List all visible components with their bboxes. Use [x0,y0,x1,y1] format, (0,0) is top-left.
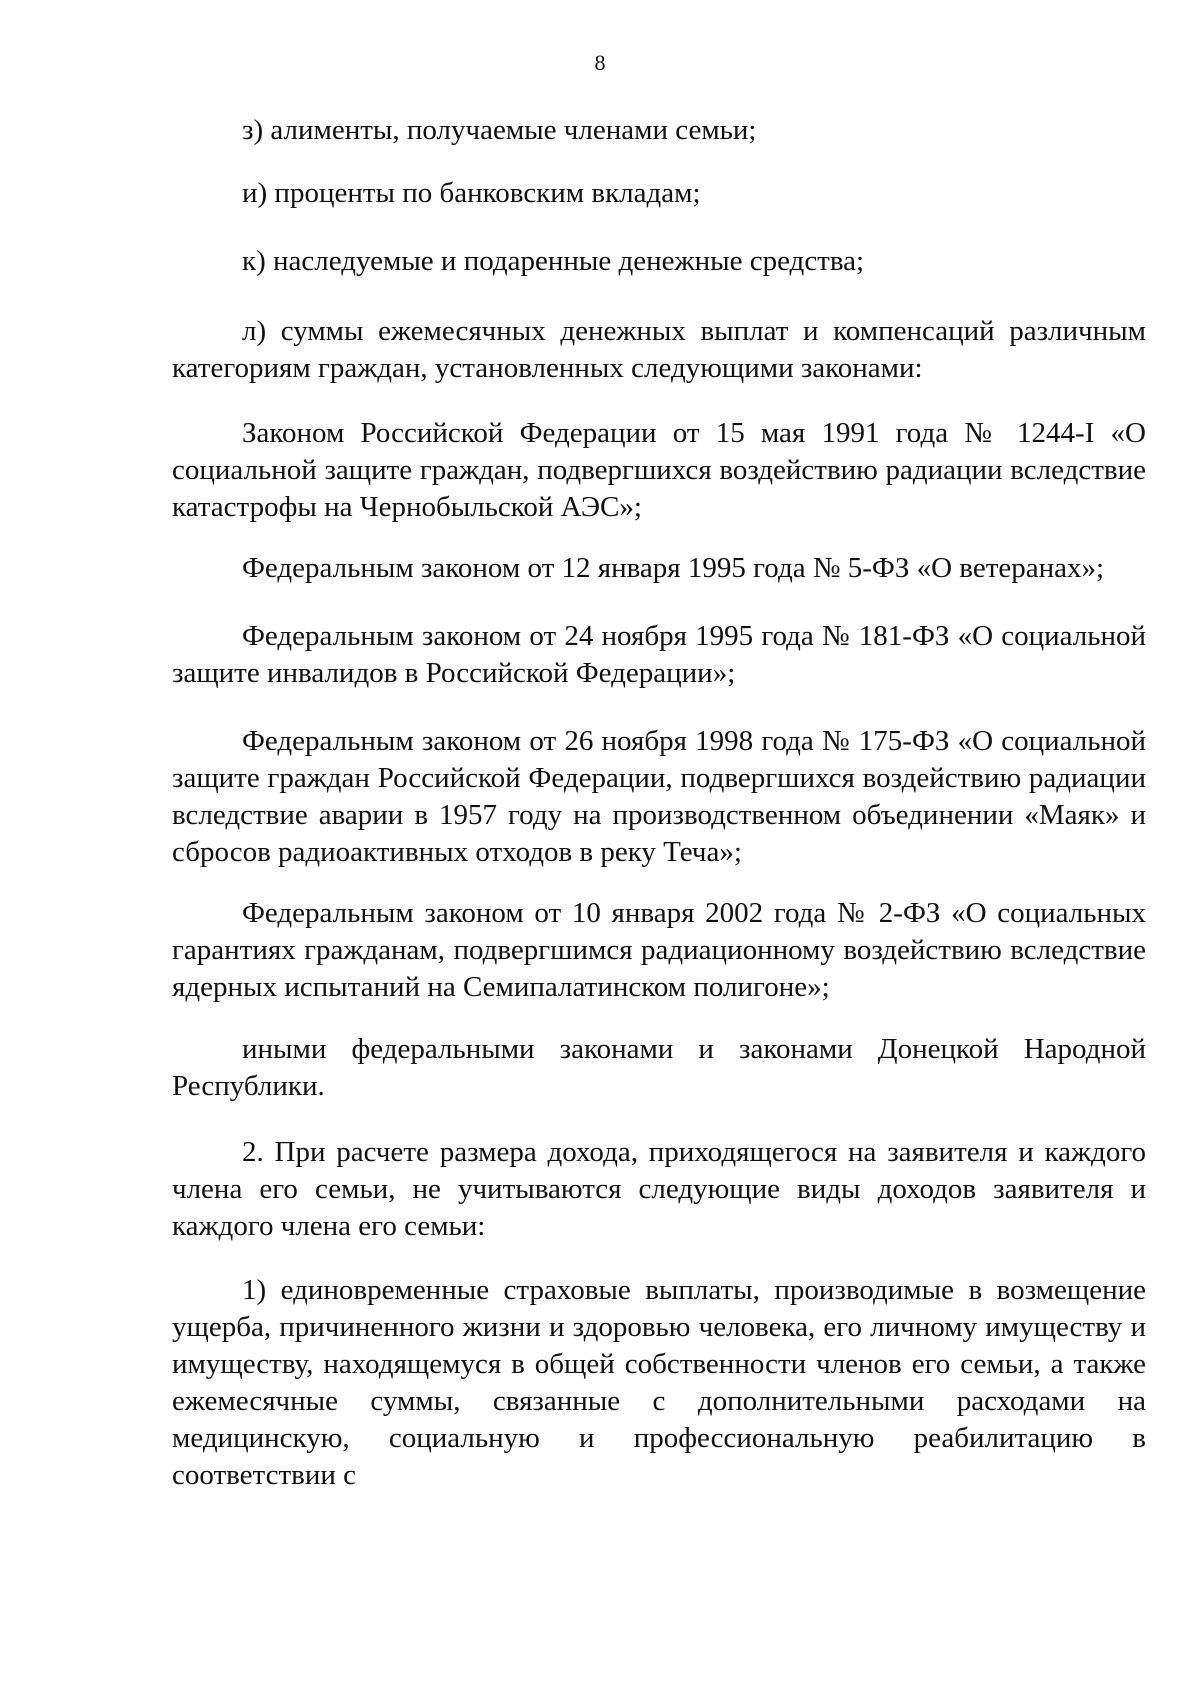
paragraph-law-mayak: Федеральным законом от 26 ноября 1998 года № 175-ФЗ «О социальной защите граждан Российской Федерации, подвергшихся воздействию радиации вследствие аварии в 1957 году на производственном объединении «Маяк» и сбросов радиоактивных отходов в реку Теча»; [172,725,1146,868]
paragraph-alimony: з) алименты, получаемые членами семьи; [242,114,757,146]
paragraph-bank-interest: и) проценты по банковским вкладам; [242,177,701,209]
paragraph-inherited-funds: к) наследуемые и подаренные денежные средства; [242,245,865,277]
paragraph-monthly-payments: л) суммы ежемесячных денежных выплат и компенсаций различным категориям граждан, установленных следующими законами: [172,315,1146,384]
paragraph-law-veterans: Федеральным законом от 12 января 1995 года № 5-ФЗ «О ветеранах»; [242,552,1105,584]
paragraph-other-laws: иными федеральными законами и законами Донецкой Народной Республики. [172,1033,1146,1102]
paragraph-section-2: 2. При расчете размера дохода, приходящегося на заявителя и каждого члена его семьи, не учитываются следующие виды доходов заявителя и каждого члена его семьи: [172,1136,1146,1242]
paragraph-law-chernobyl: Законом Российской Федерации от 15 мая 1991 года № 1244-I «О социальной защите граждан, подвергшихся воздействию радиации вследствие катастрофы на Чернобыльской АЭС»; [172,417,1146,523]
paragraph-law-disabled: Федеральным законом от 24 ноября 1995 года № 181-ФЗ «О социальной защите инвалидов в Российской Федерации»; [172,620,1146,689]
paragraph-law-semipalatinsk: Федеральным законом от 10 января 2002 года № 2-ФЗ «О социальных гарантиях гражданам, подвергшимся радиационному воздействию вследствие ядерных испытаний на Семипалатинском полигоне»; [172,897,1146,1003]
paragraph-item-1: 1) единовременные страховые выплаты, производимые в возмещение ущерба, причиненного жизни и здоровью человека, его личному имуществу и имуществу, находящемуся в общей собственности членов его семьи, а также ежемесячные суммы, связанные с дополнительными расходами на медицинскую, социальную и профессиональную реабилитацию в соответствии с [172,1274,1146,1491]
page-number: 8 [594,50,606,75]
